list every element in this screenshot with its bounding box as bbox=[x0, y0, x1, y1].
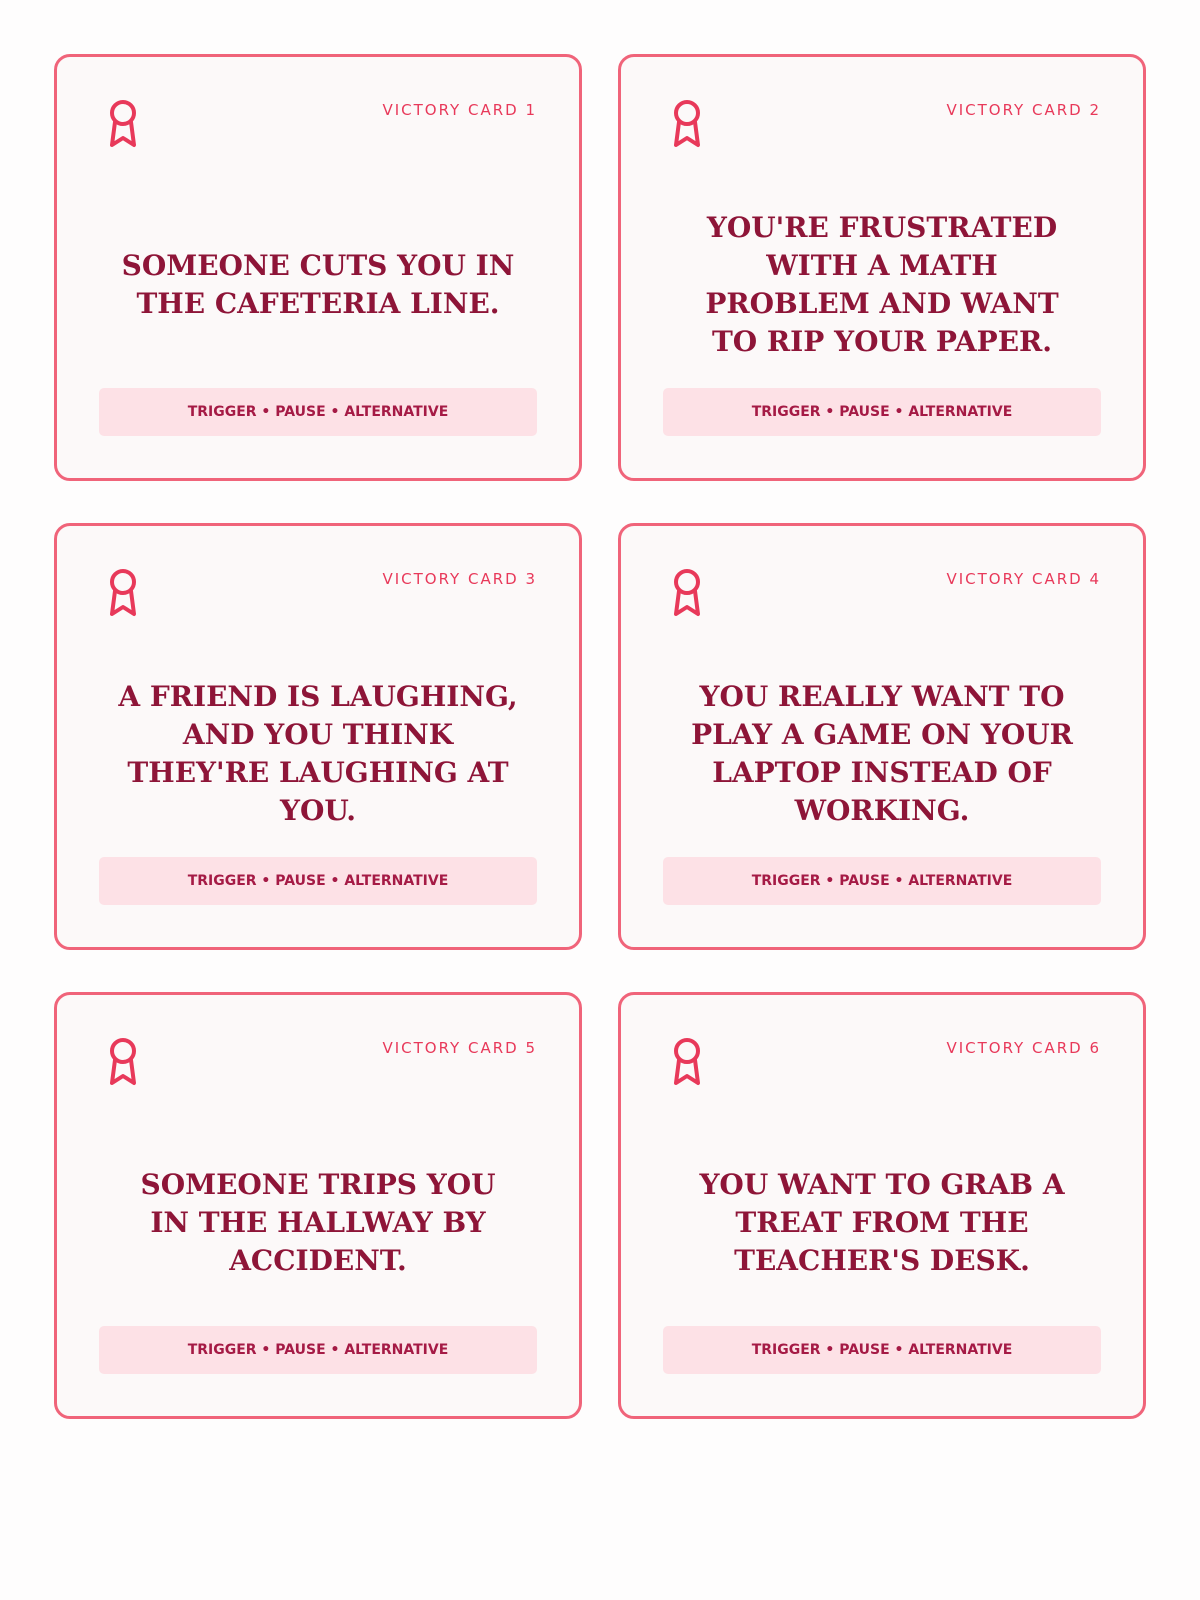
card-label: VICTORY CARD 3 bbox=[382, 570, 537, 588]
card-scenario: SOMEONE CUTS YOU IN THE CAFETERIA LINE. bbox=[121, 249, 515, 320]
victory-card-6 bbox=[618, 992, 1146, 1419]
award-ribbon-icon bbox=[107, 568, 139, 620]
victory-card-1 bbox=[54, 54, 582, 481]
card-scenario: YOU REALLY WANT TO PLAY A GAME ON YOUR LAPTOP INSTEAD OF WORKING. bbox=[691, 680, 1073, 827]
award-ribbon-icon bbox=[671, 1037, 703, 1089]
victory-card-2 bbox=[618, 54, 1146, 481]
card-label: VICTORY CARD 2 bbox=[946, 101, 1101, 119]
card-label: VICTORY CARD 5 bbox=[382, 1039, 537, 1057]
card-label: VICTORY CARD 1 bbox=[382, 101, 537, 119]
award-ribbon-icon bbox=[107, 99, 139, 151]
card-footer: TRIGGER • PAUSE • ALTERNATIVE bbox=[99, 857, 537, 905]
card-footer: TRIGGER • PAUSE • ALTERNATIVE bbox=[99, 1326, 537, 1374]
card-scenario: A FRIEND IS LAUGHING, AND YOU THINK THEY'RE LAUGHING AT YOU. bbox=[118, 680, 518, 827]
award-ribbon-icon bbox=[671, 568, 703, 620]
card-grid bbox=[54, 54, 1146, 1419]
card-footer: TRIGGER • PAUSE • ALTERNATIVE bbox=[663, 1326, 1101, 1374]
card-footer: TRIGGER • PAUSE • ALTERNATIVE bbox=[663, 388, 1101, 436]
card-footer: TRIGGER • PAUSE • ALTERNATIVE bbox=[99, 388, 537, 436]
card-scenario: YOU WANT TO GRAB A TREAT FROM THE TEACHER'S DESK. bbox=[699, 1168, 1065, 1277]
award-ribbon-icon bbox=[671, 99, 703, 151]
card-scenario: SOMEONE TRIPS YOU IN THE HALLWAY BY ACCIDENT. bbox=[140, 1168, 496, 1277]
card-footer: TRIGGER • PAUSE • ALTERNATIVE bbox=[663, 857, 1101, 905]
card-label: VICTORY CARD 4 bbox=[946, 570, 1101, 588]
card-scenario: YOU'RE FRUSTRATED WITH A MATH PROBLEM AND WANT TO RIP YOUR PAPER. bbox=[705, 211, 1059, 358]
victory-card-3 bbox=[54, 523, 582, 950]
victory-card-4 bbox=[618, 523, 1146, 950]
victory-card-5 bbox=[54, 992, 582, 1419]
card-label: VICTORY CARD 6 bbox=[946, 1039, 1101, 1057]
award-ribbon-icon bbox=[107, 1037, 139, 1089]
